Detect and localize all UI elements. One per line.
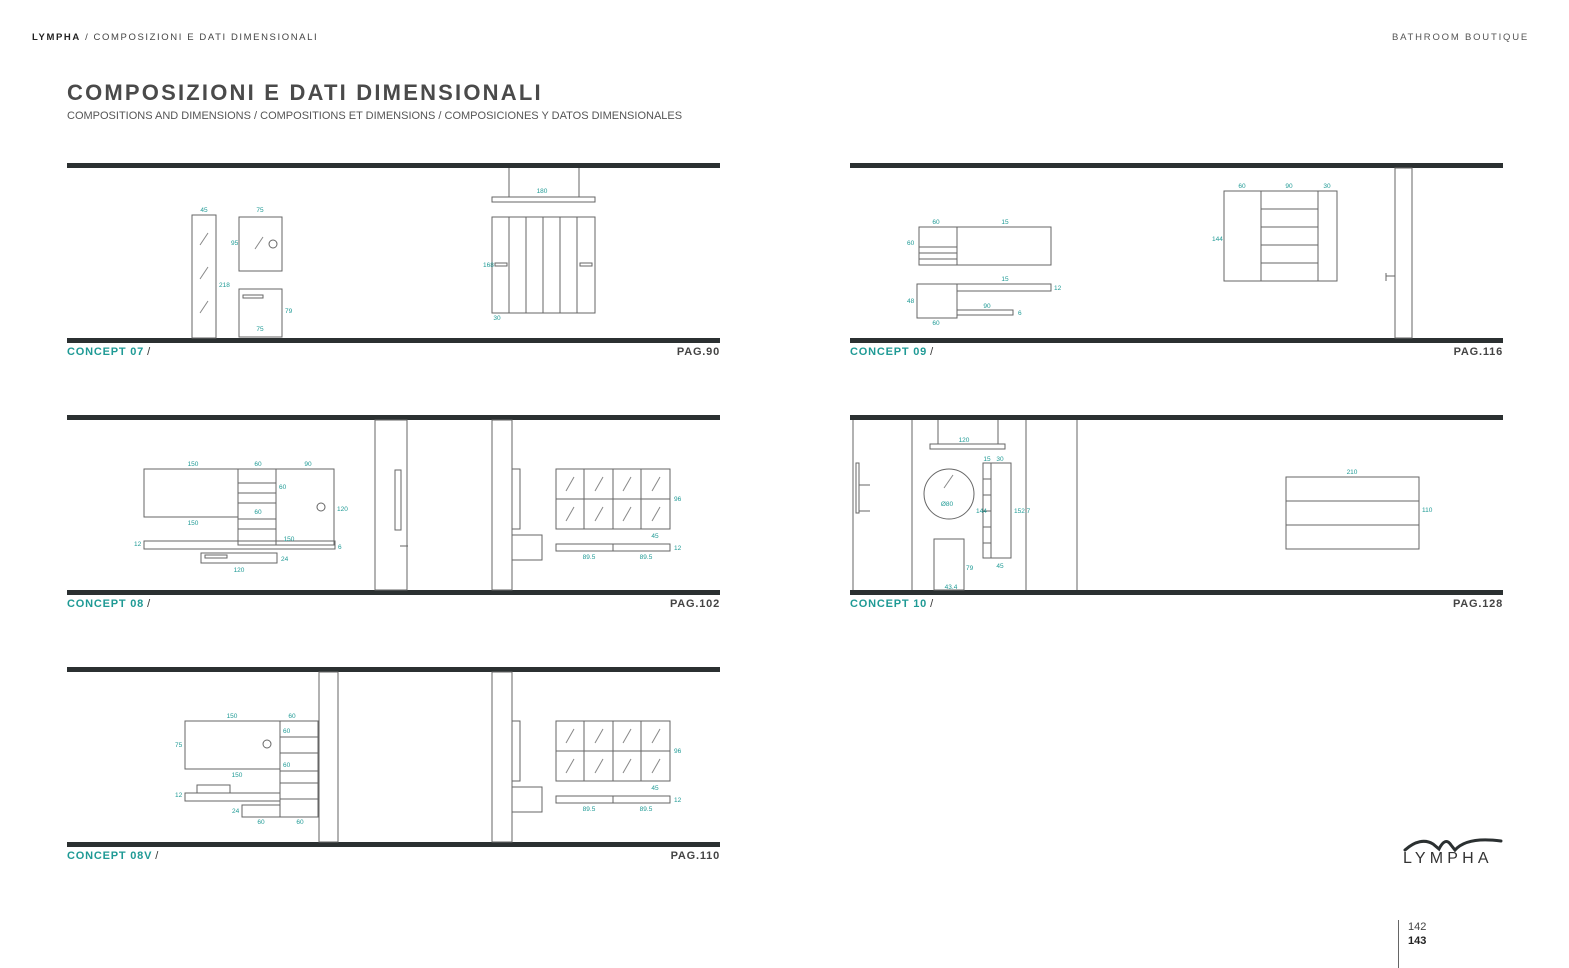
dimension-label: 43.4	[944, 584, 958, 591]
dimension-label: 60	[288, 713, 296, 720]
dimension-label: 15	[1001, 219, 1009, 226]
dimension-label: 6	[1018, 310, 1022, 317]
dimension-label: 45	[651, 785, 659, 792]
section-tag: BATHROOM BOUTIQUE	[1391, 32, 1529, 43]
concept-label: CONCEPT 08 /	[67, 598, 151, 610]
dimension-label: Ø80	[940, 501, 954, 508]
dimension-label: 12	[134, 541, 142, 548]
page-numbers	[1398, 920, 1426, 968]
dimension-label: 45	[651, 533, 659, 540]
concept-panel-07	[67, 163, 720, 363]
dimension-label: 60	[932, 320, 940, 327]
dimension-label: 89.5	[639, 554, 653, 561]
dimension-label: 90	[304, 461, 312, 468]
dimension-label: 218	[219, 282, 230, 289]
page-reference[interactable]: PAG.90	[676, 346, 720, 358]
concept-label: CONCEPT 09 /	[850, 346, 934, 358]
breadcrumb	[32, 32, 318, 43]
dimension-label: 60	[283, 762, 291, 769]
dimension-label: 79	[966, 565, 974, 572]
page-reference[interactable]: PAG.110	[670, 850, 720, 862]
concept-panel-10	[850, 415, 1503, 615]
dimension-label: 45	[200, 207, 208, 214]
dimension-label: 30	[1323, 183, 1331, 190]
dimension-label: 89.5	[582, 806, 596, 813]
concept-label: CONCEPT 08V /	[67, 850, 160, 862]
dimension-label: 60	[254, 461, 262, 468]
dimension-label: 12	[674, 545, 682, 552]
concept-07-drawing	[67, 163, 720, 343]
dimension-label: 45	[996, 563, 1004, 570]
page-subtitle: COMPOSITIONS AND DIMENSIONS / COMPOSITIONS ET DIMENSIONS / COMPOSICIONES Y DATOS DIMENSIONALES	[67, 110, 683, 122]
dimension-label: 150	[226, 713, 238, 720]
dimension-label: 79	[285, 308, 293, 315]
dimension-label: 60	[257, 819, 265, 826]
page-reference[interactable]: PAG.128	[1452, 598, 1503, 610]
concept-08v-drawing	[67, 667, 720, 847]
dimension-label: 150	[187, 520, 199, 527]
dimension-label: 30	[493, 315, 501, 322]
dimension-label: 120	[958, 437, 970, 444]
concept-panel-09	[850, 163, 1503, 363]
dimension-label: 48	[907, 298, 915, 305]
dimension-label: 15	[983, 456, 991, 463]
dimension-label: 60	[1238, 183, 1246, 190]
dimension-label: 150	[187, 461, 199, 468]
dimension-label: 60	[254, 509, 262, 516]
page-number-right: 143	[1408, 935, 1427, 947]
dimension-label: 144	[976, 508, 987, 515]
dimension-label: 144	[1212, 236, 1223, 243]
concept-panel-08v	[67, 667, 720, 867]
dimension-label: 24	[281, 556, 289, 563]
dimension-label: 60	[932, 219, 940, 226]
dimension-label: 12	[674, 797, 682, 804]
dimension-label: 60	[296, 819, 304, 826]
dimension-label: 75	[256, 326, 264, 333]
dimension-label: 96	[674, 496, 682, 503]
dimension-label: 180	[536, 188, 548, 195]
dimension-label: 150	[231, 772, 243, 779]
dimension-label: 90	[983, 303, 991, 310]
concept-panel-08	[67, 415, 720, 615]
page-number-left: 142	[1408, 921, 1427, 933]
dimension-label: 120	[337, 506, 348, 513]
logo-wordmark: LYMPHA	[1403, 850, 1493, 867]
dimension-label: 60	[283, 728, 291, 735]
concept-09-drawing	[850, 163, 1503, 343]
dimension-label: 30	[996, 456, 1004, 463]
dimension-label: 89.5	[582, 554, 596, 561]
dimension-label: 210	[1346, 469, 1358, 476]
dimension-label: 89.5	[639, 806, 653, 813]
dimension-label: 96	[674, 748, 682, 755]
dimension-label: 110	[1422, 507, 1433, 514]
concept-label: CONCEPT 10 /	[850, 598, 934, 610]
brand-name: LYMPHA	[32, 32, 81, 43]
dimension-label: 75	[175, 742, 183, 749]
dimension-label: 24	[232, 808, 240, 815]
concept-label: CONCEPT 07 /	[67, 346, 151, 358]
dimension-label: 168	[483, 262, 494, 269]
dimension-label: 60	[907, 240, 915, 247]
dimension-label: 95	[231, 240, 239, 247]
dimension-label: 150	[283, 536, 295, 543]
dimension-label: 75	[256, 207, 264, 214]
dimension-label: 60	[279, 484, 287, 491]
dimension-label: 120	[233, 567, 245, 574]
dimension-label: 152.7	[1014, 508, 1031, 515]
page-reference[interactable]: PAG.116	[1453, 346, 1503, 358]
dimension-label: 15	[1001, 276, 1009, 283]
dimension-label: 6	[338, 544, 342, 551]
concept-10-drawing	[850, 415, 1503, 595]
dimension-label: 12	[1054, 285, 1062, 292]
page-reference[interactable]: PAG.102	[669, 598, 720, 610]
concept-08-drawing	[67, 415, 720, 595]
breadcrumb-section: / COMPOSIZIONI E DATI DIMENSIONALI	[80, 32, 319, 43]
dimension-label: 12	[175, 792, 183, 799]
dimension-label: 90	[1285, 183, 1293, 190]
page-title: COMPOSIZIONI E DATI DIMENSIONALI	[67, 80, 543, 105]
